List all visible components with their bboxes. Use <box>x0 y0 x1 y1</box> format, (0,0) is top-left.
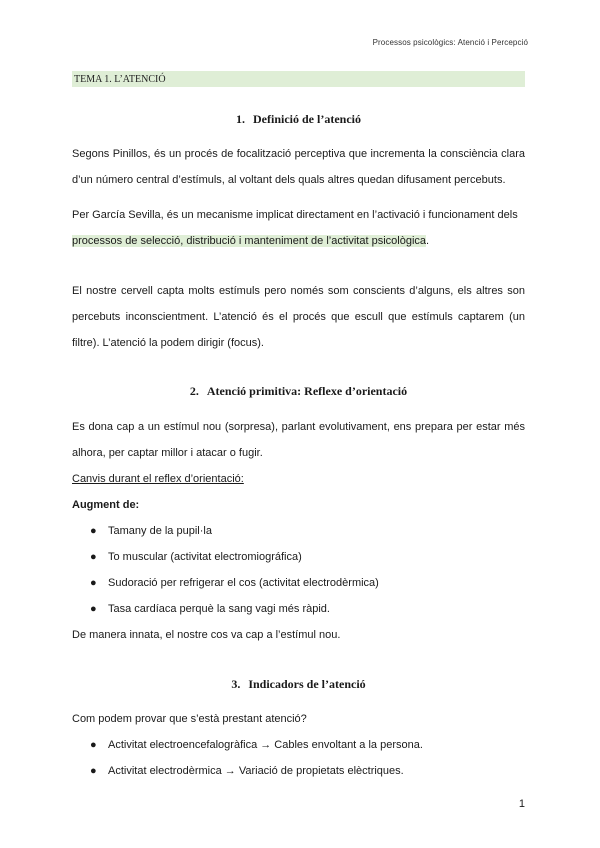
section-2-paragraph-1: Es dona cap a un estímul nou (sorpresa), parlant evolutivament, ens prepara per estar més alhora, per captar millor i atacar o fugir. <box>72 421 525 459</box>
section-3-title: Indicadors de l’atenció <box>248 677 366 691</box>
list-item: Sudoració per refrigerar el cos (activitat electrodèrmica) <box>108 577 379 589</box>
section-1-paragraph-2-line-2 <box>72 228 525 254</box>
section-1-title: Definició de l’atenció <box>253 112 361 126</box>
section-1-paragraph-2-line-1: Per García Sevilla, és un mecanisme implicat directament en l’activació i funcionament dels <box>72 209 518 221</box>
section-1-paragraph-2 <box>72 202 525 254</box>
highlighted-text: processos de selecció, distribució i manteniment de l’activitat psicològica <box>72 235 427 247</box>
bullet-icon: ● <box>90 765 97 777</box>
list-item: Activitat electroencefalogràfica → Cables envoltant a la persona. <box>108 739 423 751</box>
section-3-question: Com podem provar que s’està prestant atenció? <box>72 713 307 725</box>
running-header: Processos psicològics: Atenció i Percepció <box>372 38 528 47</box>
section-1-paragraph-1: Segons Pinillos, és un procés de focalització perceptiva que incrementa la consciència clara d’un número central d’estímuls, al voltant dels quals altres quedan difusament percebuts. <box>72 148 525 186</box>
list-item: Tasa cardíaca perquè la sang vagi més ràpid. <box>108 603 330 615</box>
bullet-icon: ● <box>90 525 97 537</box>
section-2-subtitle: Canvis durant el reflex d’orientació: <box>72 473 244 485</box>
topic-title: TEMA 1. L’ATENCIÓ <box>74 74 166 85</box>
bullet-icon: ● <box>90 577 97 589</box>
page-number: 1 <box>518 798 525 810</box>
bullet-icon: ● <box>90 739 97 751</box>
section-1-heading <box>72 112 525 127</box>
section-2-number: 2. <box>189 384 199 398</box>
bullet-icon: ● <box>90 551 97 563</box>
list-item: Activitat electrodèrmica → Variació de propietats elèctriques. <box>108 765 404 777</box>
section-2-title: Atenció primitiva: Reflexe d’orientació <box>206 384 408 398</box>
section-3-number: 3. <box>231 677 241 691</box>
augment-label: Augment de: <box>72 499 140 511</box>
section-3-heading <box>72 677 525 692</box>
section-1-number: 1. <box>236 112 245 126</box>
section-2-closing: De manera innata, el nostre cos va cap a l’estímul nou. <box>72 629 341 641</box>
topic-title-bar <box>72 71 525 87</box>
section-1-paragraph-3: El nostre cervell capta molts estímuls pero només som conscients d’alguns, els altres son percebuts inconscientment. L’atenció és el procés que escull que estímuls captarem (un filtre). L’atenció la podem dirigir (focus). <box>72 285 525 349</box>
sentence-end: . <box>426 235 430 247</box>
list-item: To muscular (activitat electromiográfica) <box>108 551 302 563</box>
bullet-icon: ● <box>90 603 97 615</box>
section-2-heading <box>72 384 525 399</box>
list-item: Tamany de la pupil·la <box>108 525 212 537</box>
